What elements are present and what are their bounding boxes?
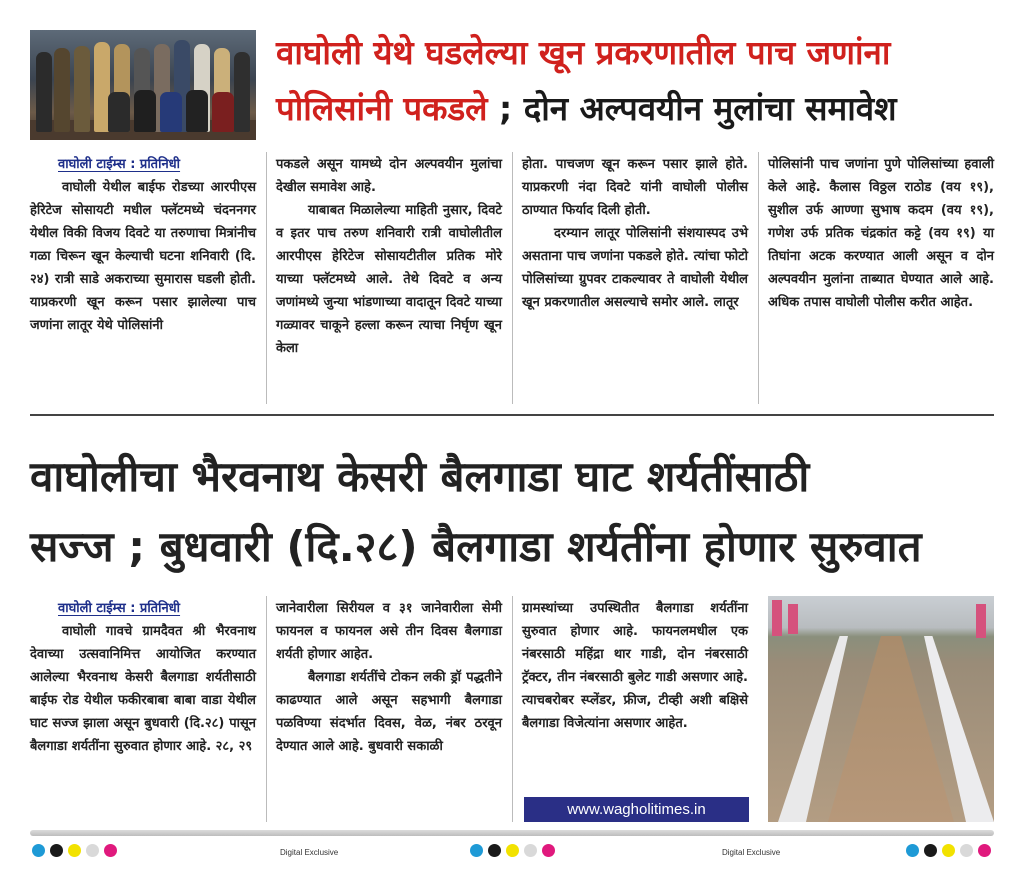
seated-person bbox=[108, 92, 130, 132]
article2-headline-line1: वाघोलीचा भैरवनाथ केसरी बैलगाडा घाट शर्यतींसाठी bbox=[30, 452, 810, 501]
registration-dot bbox=[50, 844, 63, 857]
article1-paragraph: पोलिसांनी पाच जणांना पुणे पोलिसांच्या हवाली केले आहे. कैलास विठ्ठल राठोड (वय १९), सुशील उर्फ आण्णा सुभाष कदम (वय १९), गणेश उर्फ प्रतिक चंद्रकांत कट्टे (वय १९) या तिघांना अटक करण्यात आली असून व दोन अल्पवयीन मुलांना ताब्यात घेण्यात आले आहे. अधिक तपास वाघोली पोलीस करीत आहेत. bbox=[768, 157, 994, 310]
photo-tower bbox=[976, 604, 986, 638]
registration-dot bbox=[32, 844, 45, 857]
registration-dot bbox=[470, 844, 483, 857]
registration-dot bbox=[960, 844, 973, 857]
seated-person bbox=[160, 92, 182, 132]
article1-paragraph: वाघोली येथील बाईफ रोडच्या आरपीएस हेरिटेज सोसायटी मधील फ्लॅटमध्ये चंदननगर येथील विकी विजय दिवटे या तरुणाचा मित्रांनीच गळा चिरून खून केल्याची घटना शनिवारी (दि. २४) रात्री साडे अकराच्या सुमारास घडली होती. याप्रकरणी खून करून पसार झालेल्या पाच जणांना लातूर येथे पोलिसांनी bbox=[30, 180, 256, 333]
column-divider bbox=[266, 152, 267, 404]
article1-paragraph: दरम्यान लातूर पोलिसांनी संशयास्पद उभे असताना पाच जणांना पकडले होते. त्यांचा फोटो पोलिसांच्या ग्रुपवर टाकल्यावर ते वाघोली येथील खून प्रकरणातील असल्याचे समोर आले. लातूर bbox=[522, 226, 748, 310]
article1-headline-highlight: पोलिसांनी पकडले bbox=[276, 89, 488, 128]
article1-column-3 bbox=[522, 153, 748, 314]
column-divider bbox=[512, 152, 513, 404]
bullock-cart-track-photo bbox=[768, 596, 994, 822]
article2-column-1 bbox=[30, 597, 256, 758]
seated-person bbox=[134, 90, 156, 132]
article1-byline: वाघोली टाईम्स : प्रतिनिधी bbox=[58, 157, 181, 172]
person-figure bbox=[74, 46, 90, 132]
registration-dot bbox=[978, 844, 991, 857]
column-divider bbox=[266, 596, 267, 822]
registration-dots-center bbox=[470, 844, 555, 857]
person-figure bbox=[54, 48, 70, 132]
article1-headline-rest: ; दोन अल्पवयीन मुलांचा समावेश bbox=[487, 89, 897, 128]
article1-column-2 bbox=[276, 153, 502, 360]
column-divider bbox=[758, 152, 759, 404]
website-link[interactable]: www.wagholitimes.in bbox=[524, 797, 749, 822]
registration-dot bbox=[506, 844, 519, 857]
registration-dots-right bbox=[906, 844, 991, 857]
seated-person bbox=[186, 90, 208, 132]
photo-tower bbox=[788, 604, 798, 634]
article2-paragraph: बैलगाडा शर्यतींचे टोकन लकी ड्रॉ पद्धतीने काढण्यात आले असून सहभागी बैलगाडा पळविण्या संदर्भात दिवस, वेळ, नंबर ठरवून देण्यात आले आहे. बुधवारी सकाळी bbox=[276, 670, 502, 754]
registration-dot bbox=[942, 844, 955, 857]
article1-paragraph: होता. पाचजण खून करून पसार झाले होते. याप्रकरणी नंदा दिवटे यांनी वाघोली पोलीस ठाण्यात फिर्याद दिली होती. bbox=[522, 157, 748, 218]
registration-dot bbox=[68, 844, 81, 857]
article1-column-1 bbox=[30, 153, 256, 337]
section-divider bbox=[30, 414, 994, 416]
article1-headline-line2 bbox=[276, 89, 897, 128]
article1-headline-line1: वाघोली येथे घडलेल्या खून प्रकरणातील पाच जणांना bbox=[276, 33, 891, 72]
article1-column-4 bbox=[768, 153, 994, 314]
footer-label-right: Digital Exclusive bbox=[722, 848, 781, 857]
registration-dot bbox=[488, 844, 501, 857]
article2-column-2 bbox=[276, 597, 502, 758]
arrest-photo bbox=[30, 30, 256, 140]
footer-bar bbox=[30, 830, 994, 836]
article2-paragraph: ग्रामस्थांच्या उपस्थितीत बैलगाडा शर्यतींना सुरुवात होणार आहे. फायनलमधील एक नंबरसाठी महिंद्रा थार गाडी, दोन नंबरसाठी ट्रॅक्टर, तीन नंबरसाठी बुलेट गाडी असणार आहे. त्याचबरोबर स्प्लेंडर, फ्रीज, टीव्ही अशी बक्षिसे बैलगाडा विजेत्यांना असणार आहेत. bbox=[522, 601, 748, 731]
registration-dot bbox=[104, 844, 117, 857]
registration-dot bbox=[86, 844, 99, 857]
article2-column-3 bbox=[522, 597, 748, 735]
registration-dot bbox=[924, 844, 937, 857]
footer-label-center: Digital Exclusive bbox=[280, 848, 339, 857]
column-divider bbox=[512, 596, 513, 822]
registration-dot bbox=[524, 844, 537, 857]
registration-dot bbox=[542, 844, 555, 857]
photo-tower bbox=[772, 600, 782, 636]
article2-paragraph: जानेवारीला सिरीयल व ३१ जानेवारीला सेमी फायनल व फायनल असे तीन दिवस बैलगाडा शर्यती होणार आहेत. bbox=[276, 601, 502, 662]
article1-paragraph: याबाबत मिळालेल्या माहिती नुसार, दिवटे व इतर पाच तरुण शनिवारी रात्री वाघोलीतील आरपीएस हेरिटेज सोसायटीतील प्रतिक मोरे याच्या फ्लॅटमध्ये आले. तेथे दिवटे व अन्य जणांमध्ये जुन्या भांडणाच्या वादातून दिवटे याच्या गळ्यावर चाकूने हल्ला करून त्याचा निर्घृण खून केला bbox=[276, 203, 502, 356]
article2-headline-line2: सज्ज ; बुधवारी (दि.२८) बैलगाडा शर्यतींना होणार सुरुवात bbox=[30, 522, 922, 571]
person-figure bbox=[234, 52, 250, 132]
seated-person bbox=[212, 92, 234, 132]
article2-byline: वाघोली टाईम्स : प्रतिनिधी bbox=[58, 601, 181, 616]
article2-paragraph: वाघोली गावचे ग्रामदैवत श्री भैरवनाथ देवाच्या उत्सवानिमित्त आयोजित करण्यात आलेल्या भैरवनाथ केसरी बैलगाडा शर्यतीसाठी बाईफ रोड येथील फकीरबाबा बाबा वाडा येथील घाट सज्ज झाला असून बुधवारी (दि.२८) पासून बैलगाडा शर्यतींना सुरुवात होणार आहे. २८, २९ bbox=[30, 624, 256, 754]
registration-dots-left bbox=[32, 844, 117, 857]
person-figure bbox=[36, 52, 52, 132]
registration-dot bbox=[906, 844, 919, 857]
article1-paragraph: पकडले असून यामध्ये दोन अल्पवयीन मुलांचा देखील समावेश आहे. bbox=[276, 157, 502, 195]
